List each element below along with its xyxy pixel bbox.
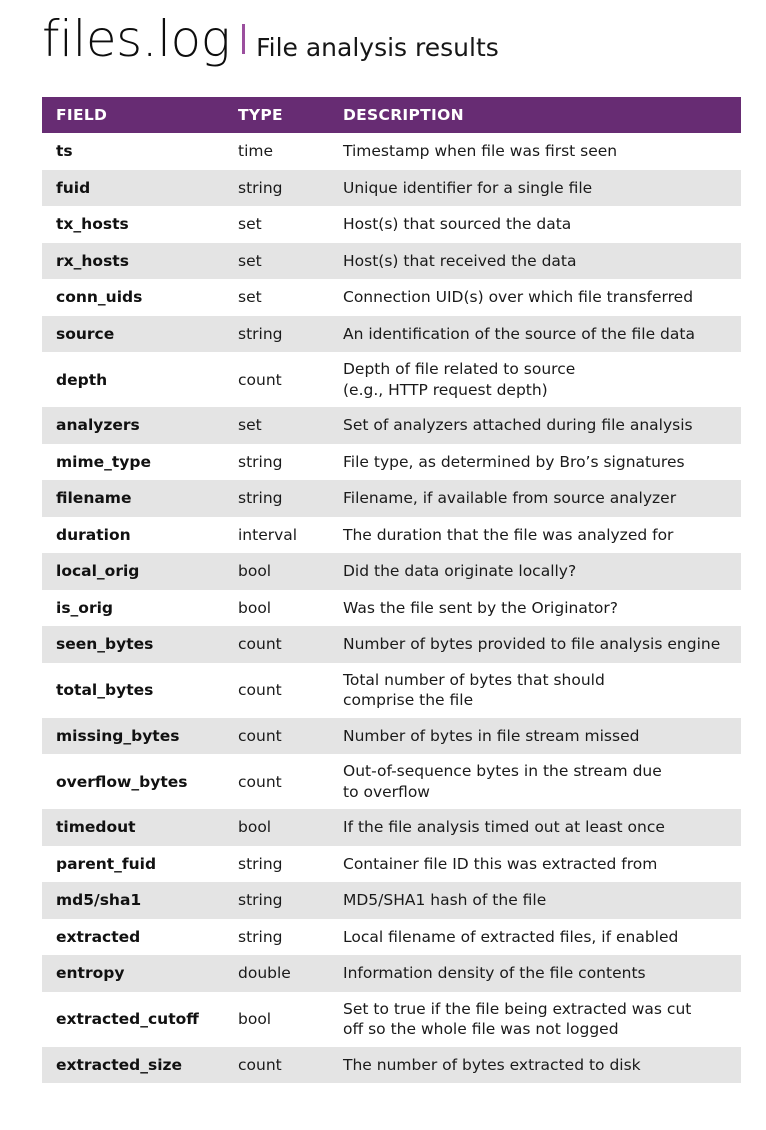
table-row xyxy=(42,718,741,755)
cell-field: source xyxy=(56,324,115,343)
table-row xyxy=(42,1047,741,1084)
cell-description xyxy=(343,525,741,545)
cell-description xyxy=(343,251,741,271)
description-line: Number of bytes provided to file analysis engine xyxy=(343,635,721,654)
cell-field: tx_hosts xyxy=(56,215,129,234)
cell-field: mime_type xyxy=(56,452,151,471)
cell-type: string xyxy=(238,489,283,508)
table-body xyxy=(42,133,741,1083)
cell-type: string xyxy=(238,324,283,343)
table-row xyxy=(42,809,741,846)
cell-description xyxy=(343,415,741,435)
cell-type: interval xyxy=(238,525,298,544)
cell-description xyxy=(343,561,741,581)
cell-field: missing_bytes xyxy=(56,726,180,745)
cell-type: bool xyxy=(238,1010,272,1028)
cell-type: set xyxy=(238,416,262,435)
description-line: The duration that the file was analyzed for xyxy=(343,525,674,544)
column-header-type: TYPE xyxy=(238,106,283,124)
cell-field: fuid xyxy=(56,178,91,197)
cell-field: extracted_size xyxy=(56,1055,183,1074)
cell-description xyxy=(343,890,741,910)
description-line: Timestamp when file was first seen xyxy=(343,142,618,161)
cell-field: parent_fuid xyxy=(56,854,157,873)
cell-type: bool xyxy=(238,562,272,581)
cell-type: string xyxy=(238,854,283,873)
table-row xyxy=(42,919,741,956)
cell-description xyxy=(343,1055,741,1075)
table-row xyxy=(42,846,741,883)
page-subtitle: File analysis results xyxy=(256,33,499,62)
description-line: Set of analyzers attached during file analysis xyxy=(343,416,693,435)
cell-type: set xyxy=(238,251,262,270)
description-line: Total number of bytes that should xyxy=(343,670,605,689)
cell-description xyxy=(343,178,741,198)
cell-type: count xyxy=(238,1055,282,1074)
table-row xyxy=(42,480,741,517)
table-row xyxy=(42,517,741,554)
cell-field: total_bytes xyxy=(56,681,154,699)
cell-type: count xyxy=(238,726,282,745)
description-line: comprise the file xyxy=(343,691,474,709)
table-row xyxy=(42,882,741,919)
cell-description xyxy=(343,214,741,234)
cell-type: set xyxy=(238,215,262,234)
cell-type: string xyxy=(238,178,283,197)
cell-field: local_orig xyxy=(56,562,140,581)
cell-field: filename xyxy=(56,489,132,508)
cell-field: is_orig xyxy=(56,598,113,617)
description-line: Depth of file related to source xyxy=(343,360,576,379)
table-header-row xyxy=(42,97,741,133)
table-row xyxy=(42,444,741,481)
cell-type: string xyxy=(238,891,283,910)
cell-type: double xyxy=(238,964,291,983)
cell-description xyxy=(343,359,741,400)
description-line: Container file ID this was extracted from xyxy=(343,854,658,873)
description-line: Host(s) that received the data xyxy=(343,251,577,270)
cell-field: seen_bytes xyxy=(56,635,154,654)
cell-field: md5/sha1 xyxy=(56,891,142,910)
cell-description xyxy=(343,324,741,344)
description-line: Connection UID(s) over which file transferred xyxy=(343,288,694,307)
table-row xyxy=(42,407,741,444)
description-line: If the file analysis timed out at least once xyxy=(343,818,665,837)
cell-field: depth xyxy=(56,370,108,389)
cell-field: rx_hosts xyxy=(56,251,129,270)
cell-description xyxy=(343,598,741,618)
cell-description xyxy=(343,963,741,983)
table-row xyxy=(42,626,741,663)
description-line: Out-of-sequence bytes in the stream due xyxy=(343,762,662,781)
page-title xyxy=(42,10,499,68)
cell-field: extracted xyxy=(56,927,141,946)
table-row xyxy=(42,754,741,809)
cell-description xyxy=(343,726,741,746)
cell-type: set xyxy=(238,288,262,307)
description-line: File type, as determined by Bro’s signatures xyxy=(343,452,685,471)
cell-field: conn_uids xyxy=(56,288,143,307)
description-line: Number of bytes in file stream missed xyxy=(343,726,640,745)
description-line: MD5/SHA1 hash of the file xyxy=(343,891,547,910)
description-line: Unique identifier for a single file xyxy=(343,178,593,197)
cell-description xyxy=(343,761,741,802)
description-line: Did the data originate locally? xyxy=(343,562,577,581)
cell-description xyxy=(343,670,741,711)
table-row xyxy=(42,553,741,590)
description-line: An identification of the source of the file data xyxy=(343,324,695,343)
table-row xyxy=(42,133,741,170)
table-row xyxy=(42,663,741,718)
cell-description xyxy=(343,287,741,307)
table-row xyxy=(42,206,741,243)
cell-field: timedout xyxy=(56,818,136,837)
cell-type: bool xyxy=(238,818,272,837)
description-line: to overflow xyxy=(343,782,430,801)
description-line: off so the whole file was not logged xyxy=(343,1020,619,1038)
description-line: Host(s) that sourced the data xyxy=(343,215,572,234)
cell-field: duration xyxy=(56,525,131,544)
table-row xyxy=(42,316,741,353)
column-header-description: DESCRIPTION xyxy=(343,106,464,124)
cell-type: count xyxy=(238,681,282,699)
cell-type: bool xyxy=(238,598,272,617)
fields-table xyxy=(42,97,741,1083)
cell-description xyxy=(343,634,741,654)
cell-field: analyzers xyxy=(56,416,140,435)
cell-description xyxy=(343,141,741,161)
cell-description xyxy=(343,817,741,837)
table-row xyxy=(42,352,741,407)
table-row xyxy=(42,243,741,280)
title-divider xyxy=(242,24,245,54)
description-line: (e.g., HTTP request depth) xyxy=(343,380,548,399)
cell-type: count xyxy=(238,635,282,654)
description-line: The number of bytes extracted to disk xyxy=(343,1055,641,1074)
description-line: Was the file sent by the Originator? xyxy=(343,598,618,617)
cell-field: ts xyxy=(56,142,73,161)
cell-type: count xyxy=(238,772,282,791)
table-row xyxy=(42,170,741,207)
cell-type: string xyxy=(238,452,283,471)
column-header-field: FIELD xyxy=(56,106,108,124)
table-row xyxy=(42,992,741,1047)
cell-type: count xyxy=(238,370,282,389)
table-row xyxy=(42,955,741,992)
table-row xyxy=(42,279,741,316)
log-name-title: files.log xyxy=(42,10,231,68)
cell-field: entropy xyxy=(56,964,125,983)
description-line: Filename, if available from source analyzer xyxy=(343,489,677,508)
cell-field: extracted_cutoff xyxy=(56,1010,199,1028)
description-line: Information density of the file contents xyxy=(343,964,646,983)
cell-description xyxy=(343,999,741,1040)
description-line: Local filename of extracted files, if enabled xyxy=(343,927,679,946)
cell-description xyxy=(343,452,741,472)
cell-description xyxy=(343,488,741,508)
cell-description xyxy=(343,927,741,947)
cell-type: string xyxy=(238,927,283,946)
cell-description xyxy=(343,854,741,874)
cell-type: time xyxy=(238,142,274,161)
table-row xyxy=(42,590,741,627)
description-line: Set to true if the file being extracted was cut xyxy=(343,999,692,1018)
cell-field: overflow_bytes xyxy=(56,772,188,791)
